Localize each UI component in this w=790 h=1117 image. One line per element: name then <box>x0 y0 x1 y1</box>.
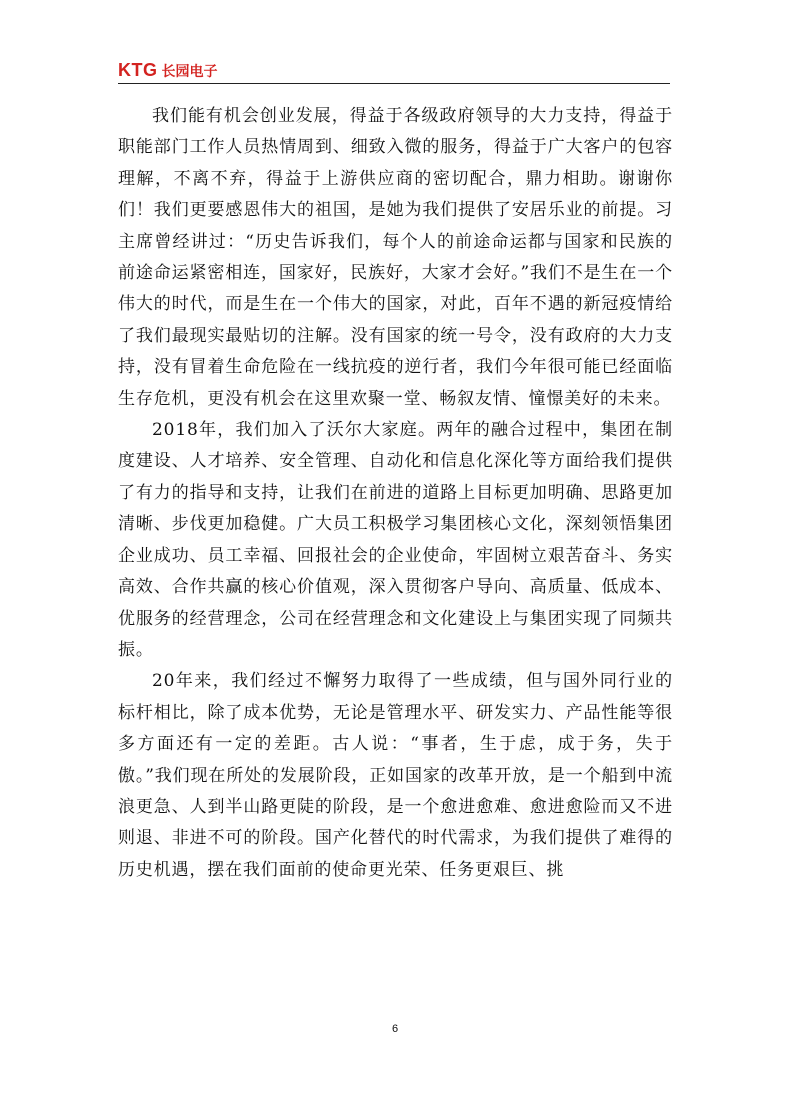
page-number: 6 <box>391 1023 399 1035</box>
company-name: 长园电子 <box>161 64 218 80</box>
paragraph-1: 我们能有机会创业发展，得益于各级政府领导的大力支持，得益于职能部门工作人员热情周到、细致入微的服务，得益于广大客户的包容理解，不离不弃，得益于上游供应商的密切配合，鼎力相助。谢谢你们！我们更要感恩伟大的祖国，是她为我们提供了安居乐业的前提。习主席曾经讲过：“历史告诉我们，每个人的前途命运都与国家和民族的前途命运紧密相连，国家好，民族好，大家才会好。”我们不是生在一个伟大的时代，而是生在一个伟大的国家，对此，百年不遇的新冠疫情给了我们最现实最贴切的注解。没有国家的统一号令，没有政府的大力支持，没有冒着生命危险在一线抗疫的逆行者，我们今年很可能已经面临生存危机，更没有机会在这里欢聚一堂、畅叙友情、憧憬美好的未来。 <box>118 106 673 409</box>
company-logo: KTG <box>118 60 158 80</box>
paragraph-2: 2018年，我们加入了沃尔大家庭。两年的融合过程中，集团在制度建设、人才培养、安全管理、自动化和信息化深化等方面给我们提供了有力的指导和支持，让我们在前进的道路上目标更加明确、思路更加清晰、步伐更加稳健。广大员工积极学习集团核心文化，深刻领悟集团企业成功、员工幸福、回报社会的企业使命，牢固树立艰苦奋斗、务实高效、合作共赢的核心价值观，深入贯彻客户导向、高质量、低成本、优服务的经营理念，公司在经营理念和文化建设上与集团实现了同频共振。 <box>118 420 673 660</box>
page-header <box>118 60 218 82</box>
header-divider <box>118 83 670 84</box>
paragraph-3: 20年来，我们经过不懈努力取得了一些成绩，但与国外同行业的标杆相比，除了成本优势，无论是管理水平、研发实力、产品性能等很多方面还有一定的差距。古人说：“事者，生于虑，成于务，失于傲。”我们现在所处的发展阶段，正如国家的改革开放，是一个船到中流浪更急、人到半山路更陡的阶段，是一个愈进愈难、愈进愈险而又不进则退、非进不可的阶段。国产化替代的时代需求，为我们提供了难得的历史机遇，摆在我们面前的使命更光荣、任务更艰巨、挑 <box>118 671 673 880</box>
document-body <box>118 101 673 886</box>
